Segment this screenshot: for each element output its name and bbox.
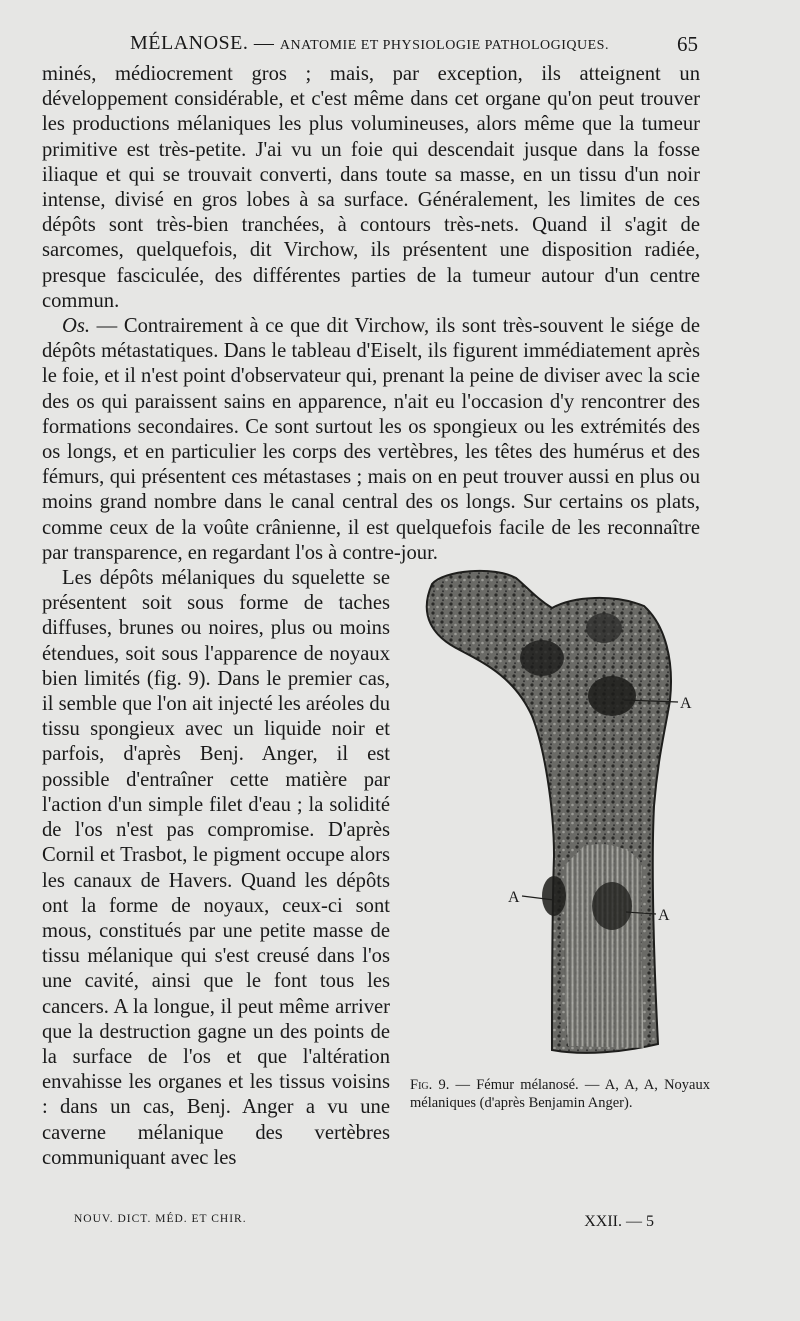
header-subtitle: ANATOMIE ET PHYSIOLOGIE PATHOLOGIQUES. [279,38,609,53]
figure-femur [404,566,712,1144]
melanic-nodule [588,676,636,716]
paragraph-bones-text: — Contrairement à ce que dit Virchow, ils sont très-souvent le siége de dépôts métastatiques. Dans le tableau d'Eiselt, ils figurent immédiatement après le foie, et il n'est point d'observateur qui, prenant la peine de diviser avec la scie des os qui paraissent sains en apparence, n'ait eu l'occasion d'y rencontrer des formations secondaires. Ce sont surtout les os spongieux ou les extrémités des os longs, et en particulier les corps des vertèbres, les têtes des humérus et des fémurs, qui présentent ces métastases ; mais on en peut trouver aussi en plus ou moins grand nombre dans le canal central des os longs. Sur certains os plats, comme ceux de la voûte crânienne, il est quelquefois facile de les reconnaître par transparence, en regardant l'os à contre-jour. [42,315,700,564]
figure-label: Fig. 9. [410,1077,450,1094]
marker-a-2: A [508,889,520,907]
header-title [130,32,609,55]
footer-series: NOUV. DICT. MÉD. ET CHIR. [74,1213,247,1225]
footer-signature: XXII. — 5 [584,1213,654,1230]
marker-a-3: A [658,907,670,925]
figure-caption-text: — Fémur mélanosé. — A, A, A, Noyaux mélaniques (d'après Benjamin Anger). [410,1077,710,1112]
paragraph-deposits: Les dépôts mélaniques du squelette se présentent soit sous forme de taches diffuses, brunes ou noires, plus ou moins étendues, soit sous l'apparence de noyaux bien limités (fig. 9). Dans le premier cas, il semble que l'on ait injecté les aréoles du tissu spongieux avec un liquide noir et parfois, d'après Benj. Anger, il est possible d'entraîner cette matière par l'action d'un simple filet d'eau ; la solidité de l'os n'est pas compromise. D'après Cornil et Trasbot, le pigment occupe alors les canaux de Havers. Quand les dépôts ont la forme de noyaux, ceux-ci sont mous, constitués par une petite masse de tissu mélanique qui s'est creusé dans l'os une cavité, ainsi que le font tous les cancers. A la longue, il peut même arriver que la destruction gagne un des points de la surface de l'os et que l'altération envahisse les organes et les tissus voisins : dans un cas, Benj. Anger a vu une caverne mélanique des vertèbres communiquant avec les [42,567,390,1169]
page-footer [74,1213,654,1233]
paragraph-liver: minés, médiocrement gros ; mais, par exception, ils atteignent un développement considérable, et c'est même dans cet organe qu'on peut trouver les productions mélaniques les plus volumineuses, alors même que la tumeur primitive est très-petite. J'ai vu un foie qui descendait jusque dans la fosse iliaque et qui se trouvait converti, dans toute sa masse, en un tissu d'un noir intense, divisé en gros lobes à sa surface. Généralement, les limites de ces dépôts sont très-bien tranchées, à contours très-nets. Quand il s'agit de sarcomes, quelquefois, dit Virchow, ils présentent une disposition radiée, presque fasciculée, des différentes parties de la tumeur autour d'un centre commun. [42,63,700,312]
melanic-nodule [592,882,632,930]
marker-a-1: A [680,695,692,713]
section-lead-os: Os. [62,315,91,338]
figure-caption [410,1076,710,1112]
paragraph-bones [42,314,700,566]
melanic-nodule [520,640,564,676]
page-number: 65 [677,32,698,56]
main-text [42,62,710,1171]
melanic-nodule [586,613,622,643]
running-header [42,32,698,56]
header-title-main: MÉLANOSE. — [130,32,275,54]
melanic-nodule [542,876,566,916]
femur-illustration [404,566,714,1066]
